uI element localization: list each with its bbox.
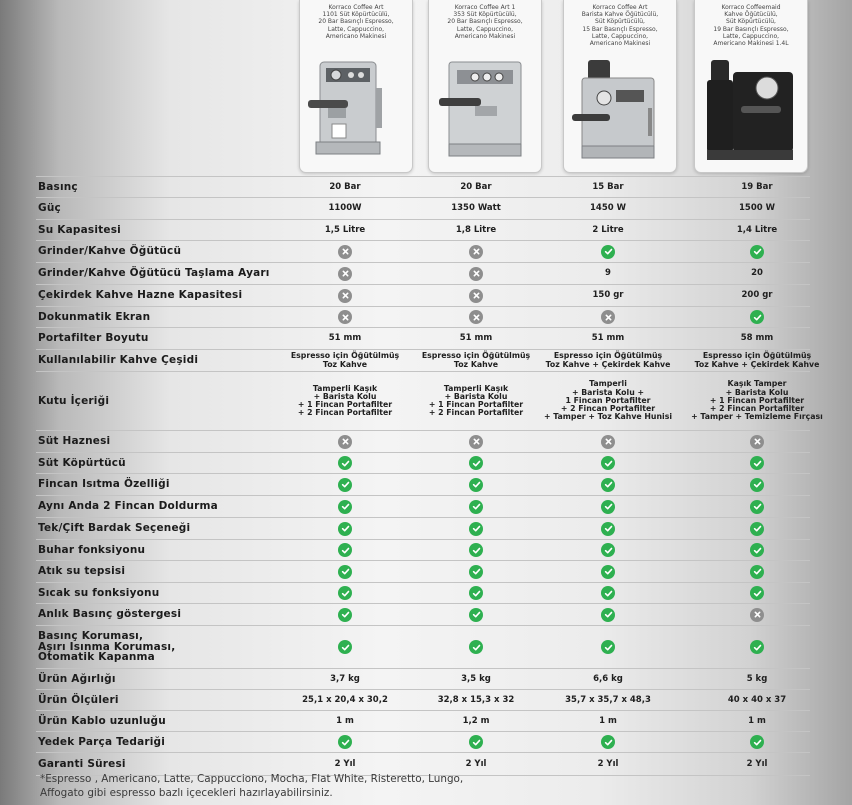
- spec-cell: [411, 453, 541, 473]
- check-icon: [469, 456, 483, 470]
- check-icon: [338, 522, 352, 536]
- check-icon: [601, 245, 615, 259]
- spec-cell: [692, 241, 822, 262]
- check-icon: [750, 586, 764, 600]
- espresso-machine-image: [701, 58, 801, 166]
- spec-row: [36, 690, 810, 711]
- check-icon: [750, 310, 764, 324]
- product-description: Korraco Coffee Art Barista Kahve Öğütücülü, Süt Köpürtücülü, 15 Bar Basınçlı Espresso, Latte, Cappuccino, Americano Makinesi: [581, 4, 659, 48]
- spec-row: [36, 431, 810, 453]
- spec-value: 1,4 Litre: [736, 224, 778, 235]
- spec-value: 1,8 Litre: [455, 224, 497, 235]
- check-icon: [469, 586, 483, 600]
- spec-label: Ürün Ağırlığı: [38, 672, 116, 685]
- check-icon: [338, 586, 352, 600]
- spec-cell: [543, 732, 673, 752]
- spec-value: 5 kg: [746, 673, 768, 684]
- spec-value: 3,5 kg: [461, 673, 491, 684]
- spec-row: [36, 220, 810, 241]
- spec-label: Su Kapasitesi: [38, 223, 121, 236]
- spec-value: 1350 Watt: [451, 203, 501, 214]
- check-icon: [601, 500, 615, 514]
- spec-row: [36, 307, 810, 328]
- footnote: *Espresso , Americano, Latte, Cappucciono, Mocha, Flat White, Risteretto, Lungo, Affogato gibi espresso bazlı içecekleri hazırlayabilirsiniz.: [40, 773, 464, 799]
- spec-label: Atık su tepsisi: [38, 565, 126, 578]
- spec-cell: [692, 540, 822, 560]
- spec-label: Süt Haznesi: [38, 435, 111, 448]
- spec-label: Ürün Ölçüleri: [38, 693, 119, 706]
- cross-icon: [469, 310, 483, 324]
- check-icon: [469, 500, 483, 514]
- spec-label: Süt Köpürtücü: [38, 456, 126, 469]
- check-icon: [750, 456, 764, 470]
- check-icon: [601, 608, 615, 622]
- spec-row: [36, 474, 810, 496]
- spec-value: 20 Bar: [460, 181, 492, 192]
- spec-cell: [411, 540, 541, 560]
- spec-value: 15 Bar: [592, 181, 624, 192]
- spec-value: 2 Yıl: [465, 758, 487, 769]
- spec-value: Tamperli + Barista Kolu + 1 Fincan Portafilter + 2 Fincan Portafilter + Tamper + Toz Kahve Hunisi: [543, 379, 673, 422]
- check-icon: [601, 478, 615, 492]
- check-icon: [601, 543, 615, 557]
- spec-row: [36, 711, 810, 732]
- spec-value: 20: [751, 268, 763, 279]
- espresso-machine-image: [570, 58, 670, 166]
- spec-label: Portafilter Boyutu: [38, 332, 149, 345]
- spec-row: [36, 561, 810, 583]
- check-icon: [469, 565, 483, 579]
- check-icon: [469, 522, 483, 536]
- spec-cell: [411, 241, 541, 262]
- check-icon: [750, 522, 764, 536]
- spec-value: 2 Yıl: [746, 758, 768, 769]
- cross-icon: [338, 289, 352, 303]
- spec-cell: [692, 518, 822, 539]
- check-icon: [601, 640, 615, 654]
- check-icon: [338, 543, 352, 557]
- spec-row: [36, 669, 810, 690]
- spec-label: Grinder/Kahve Öğütücü Taşlama Ayarı: [38, 267, 270, 280]
- spec-cell: [411, 626, 541, 668]
- spec-row: [36, 518, 810, 540]
- check-icon: [338, 608, 352, 622]
- spec-value: 200 gr: [741, 290, 773, 301]
- spec-cell: [692, 626, 822, 668]
- spec-row: [36, 328, 810, 350]
- spec-value: 51 mm: [328, 333, 362, 344]
- spec-value: 1 m: [748, 715, 766, 726]
- spec-cell: [692, 496, 822, 517]
- spec-row: [36, 285, 810, 307]
- spec-value: 1450 W: [590, 203, 626, 214]
- product-description: Korraco Coffee Art 1101 Süt Köpürtücülü, 20 Bar Basınçlı Espresso, Latte, Cappuccino, Americano Makinesi: [318, 4, 394, 40]
- spec-row: [36, 496, 810, 518]
- spec-value: 150 gr: [592, 290, 624, 301]
- spec-value: 1100W: [328, 203, 362, 214]
- cross-icon: [469, 267, 483, 281]
- spec-value: 9: [605, 268, 611, 279]
- spec-value: 2 Yıl: [597, 758, 619, 769]
- check-icon: [601, 735, 615, 749]
- spec-label: Fincan Isıtma Özelliği: [38, 478, 170, 491]
- spec-value: 51 mm: [459, 333, 493, 344]
- spec-cell: [280, 732, 410, 752]
- spec-cell: [692, 732, 822, 752]
- spec-cell: [543, 474, 673, 495]
- spec-row: [36, 263, 810, 285]
- spec-label: Buhar fonksiyonu: [38, 543, 146, 556]
- check-icon: [601, 586, 615, 600]
- spec-label: Yedek Parça Tedariği: [38, 735, 166, 748]
- check-icon: [469, 543, 483, 557]
- spec-cell: [411, 604, 541, 625]
- check-icon: [469, 735, 483, 749]
- check-icon: [750, 500, 764, 514]
- spec-label: Dokunmatik Ekran: [38, 310, 151, 323]
- check-icon: [601, 565, 615, 579]
- spec-cell: [280, 285, 410, 306]
- cross-icon: [338, 435, 352, 449]
- cross-icon: [750, 608, 764, 622]
- spec-cell: [280, 474, 410, 495]
- product-header: [0, 0, 852, 176]
- spec-cell: [280, 518, 410, 539]
- product-card-3: [563, 0, 677, 173]
- spec-cell: [692, 583, 822, 603]
- spec-label: Basınç: [38, 180, 78, 193]
- spec-row: [36, 372, 823, 431]
- spec-value: 20 Bar: [329, 181, 361, 192]
- spec-value: Espresso için Öğütülmüş Toz Kahve: [421, 351, 531, 369]
- spec-row: [36, 732, 810, 753]
- cross-icon: [469, 435, 483, 449]
- spec-cell: [692, 431, 822, 452]
- spec-row: [36, 626, 810, 669]
- spec-cell: [543, 496, 673, 517]
- spec-label: Aynı Anda 2 Fincan Doldurma: [38, 500, 218, 513]
- check-icon: [338, 478, 352, 492]
- spec-label: Sıcak su fonksiyonu: [38, 586, 160, 599]
- spec-row: [36, 176, 810, 198]
- spec-label: Kullanılabilir Kahve Çeşidi: [38, 354, 199, 367]
- check-icon: [338, 640, 352, 654]
- spec-value: 51 mm: [591, 333, 625, 344]
- spec-cell: [411, 496, 541, 517]
- spec-value: 32,8 x 15,3 x 32: [437, 694, 515, 705]
- spec-label: Güç: [38, 202, 61, 215]
- spec-cell: [543, 561, 673, 582]
- spec-label: Basınç Koruması, Aşırı Isınma Koruması, Otomatik Kapanma: [38, 630, 176, 664]
- espresso-machine-image: [435, 58, 535, 166]
- spec-cell: [411, 518, 541, 539]
- spec-cell: [411, 474, 541, 495]
- spec-value: Espresso için Öğütülmüş Toz Kahve + Çekirdek Kahve: [694, 351, 820, 369]
- spec-row: [36, 540, 810, 561]
- check-icon: [601, 456, 615, 470]
- spec-cell: [411, 561, 541, 582]
- spec-label: Ürün Kablo uzunluğu: [38, 714, 166, 727]
- cross-icon: [469, 289, 483, 303]
- spec-value: 19 Bar: [741, 181, 773, 192]
- product-description: Korraco Coffee Art 1 353 Süt Köpürtücülü, 20 Bar Basınçlı Espresso, Latte, Cappuccino, Americano Makinesi: [447, 4, 523, 40]
- spec-cell: [411, 307, 541, 327]
- cross-icon: [469, 245, 483, 259]
- spec-cell: [692, 307, 822, 327]
- check-icon: [338, 456, 352, 470]
- spec-cell: [280, 583, 410, 603]
- product-card-4: [694, 0, 808, 173]
- spec-cell: [692, 453, 822, 473]
- cross-icon: [601, 310, 615, 324]
- spec-value: 1,5 Litre: [324, 224, 366, 235]
- cross-icon: [601, 435, 615, 449]
- spec-row: [36, 198, 810, 220]
- product-card-2: [428, 0, 542, 173]
- check-icon: [469, 478, 483, 492]
- spec-cell: [411, 431, 541, 452]
- spec-value: 1,2 m: [462, 715, 490, 726]
- spec-label: Garanti Süresi: [38, 757, 126, 770]
- spec-label: Anlık Basınç göstergesi: [38, 608, 182, 621]
- check-icon: [338, 735, 352, 749]
- spec-cell: [543, 307, 673, 327]
- cross-icon: [338, 267, 352, 281]
- spec-cell: [692, 604, 822, 625]
- spec-cell: [280, 626, 410, 668]
- spec-value: Kaşık Tamper + Barista Kolu + 1 Fincan Portafilter + 2 Fincan Portafilter + Tamper + Temizleme Fırçası: [691, 379, 823, 422]
- spec-row: [36, 583, 810, 604]
- check-icon: [750, 478, 764, 492]
- spec-value: 1 m: [336, 715, 354, 726]
- check-icon: [750, 543, 764, 557]
- spec-label: Kutu İçeriği: [38, 394, 110, 407]
- spec-cell: [411, 285, 541, 306]
- spec-value: 1500 W: [739, 203, 775, 214]
- spec-value: 25,1 x 20,4 x 30,2: [302, 694, 388, 705]
- spec-cell: [280, 241, 410, 262]
- specification-table: [36, 176, 823, 776]
- spec-value: 40 x 40 x 37: [727, 694, 787, 705]
- spec-cell: [280, 604, 410, 625]
- spec-row: [36, 241, 810, 263]
- check-icon: [338, 565, 352, 579]
- spec-cell: [280, 307, 410, 327]
- check-icon: [469, 640, 483, 654]
- check-icon: [750, 565, 764, 579]
- check-icon: [469, 608, 483, 622]
- spec-cell: [692, 561, 822, 582]
- spec-cell: [280, 431, 410, 452]
- cross-icon: [750, 435, 764, 449]
- spec-cell: [543, 540, 673, 560]
- spec-row: [36, 604, 810, 626]
- spec-cell: [543, 626, 673, 668]
- spec-cell: [543, 604, 673, 625]
- spec-value: 35,7 x 35,7 x 48,3: [565, 694, 651, 705]
- spec-cell: [692, 474, 822, 495]
- spec-value: Espresso için Öğütülmüş Toz Kahve + Çekirdek Kahve: [545, 351, 671, 369]
- spec-value: Tamperli Kaşık + Barista Kolu + 1 Fincan Portafilter + 2 Fincan Portafilter: [297, 383, 393, 418]
- spec-label: Grinder/Kahve Öğütücü: [38, 245, 182, 258]
- spec-value: 1 m: [599, 715, 617, 726]
- check-icon: [338, 500, 352, 514]
- spec-value: 2 Litre: [592, 224, 624, 235]
- spec-cell: [280, 496, 410, 517]
- spec-value: Tamperli Kaşık + Barista Kolu + 1 Fincan Portafilter + 2 Fincan Portafilter: [428, 383, 524, 418]
- product-description: Korraco Coffeemaid Kahve Öğütücülü, Süt Köpürtücülü, 19 Bar Basınçlı Espresso, Latte, Cappuccino, Americano Makinesi 1.4L: [713, 4, 789, 48]
- spec-value: 3,7 kg: [330, 673, 360, 684]
- check-icon: [750, 735, 764, 749]
- spec-label: Çekirdek Kahve Hazne Kapasitesi: [38, 289, 243, 302]
- cross-icon: [338, 245, 352, 259]
- spec-cell: [543, 431, 673, 452]
- spec-cell: [280, 453, 410, 473]
- spec-cell: [543, 453, 673, 473]
- check-icon: [750, 640, 764, 654]
- check-icon: [601, 522, 615, 536]
- check-icon: [750, 245, 764, 259]
- spec-row: [36, 453, 810, 474]
- spec-value: 2 Yıl: [334, 758, 356, 769]
- spec-cell: [411, 732, 541, 752]
- spec-value: 6,6 kg: [593, 673, 623, 684]
- spec-cell: [280, 540, 410, 560]
- spec-cell: [543, 241, 673, 262]
- spec-cell: [411, 583, 541, 603]
- spec-value: Espresso için Öğütülmüş Toz Kahve: [290, 351, 400, 369]
- spec-cell: [280, 263, 410, 284]
- spec-row: [36, 350, 820, 372]
- spec-label: Tek/Çift Bardak Seçeneği: [38, 522, 191, 535]
- spec-value: 58 mm: [740, 333, 774, 344]
- spec-cell: [280, 561, 410, 582]
- spec-cell: [411, 263, 541, 284]
- spec-cell: [543, 518, 673, 539]
- spec-cell: [543, 583, 673, 603]
- espresso-machine-image: [306, 58, 406, 166]
- product-card-1: [299, 0, 413, 173]
- cross-icon: [338, 310, 352, 324]
